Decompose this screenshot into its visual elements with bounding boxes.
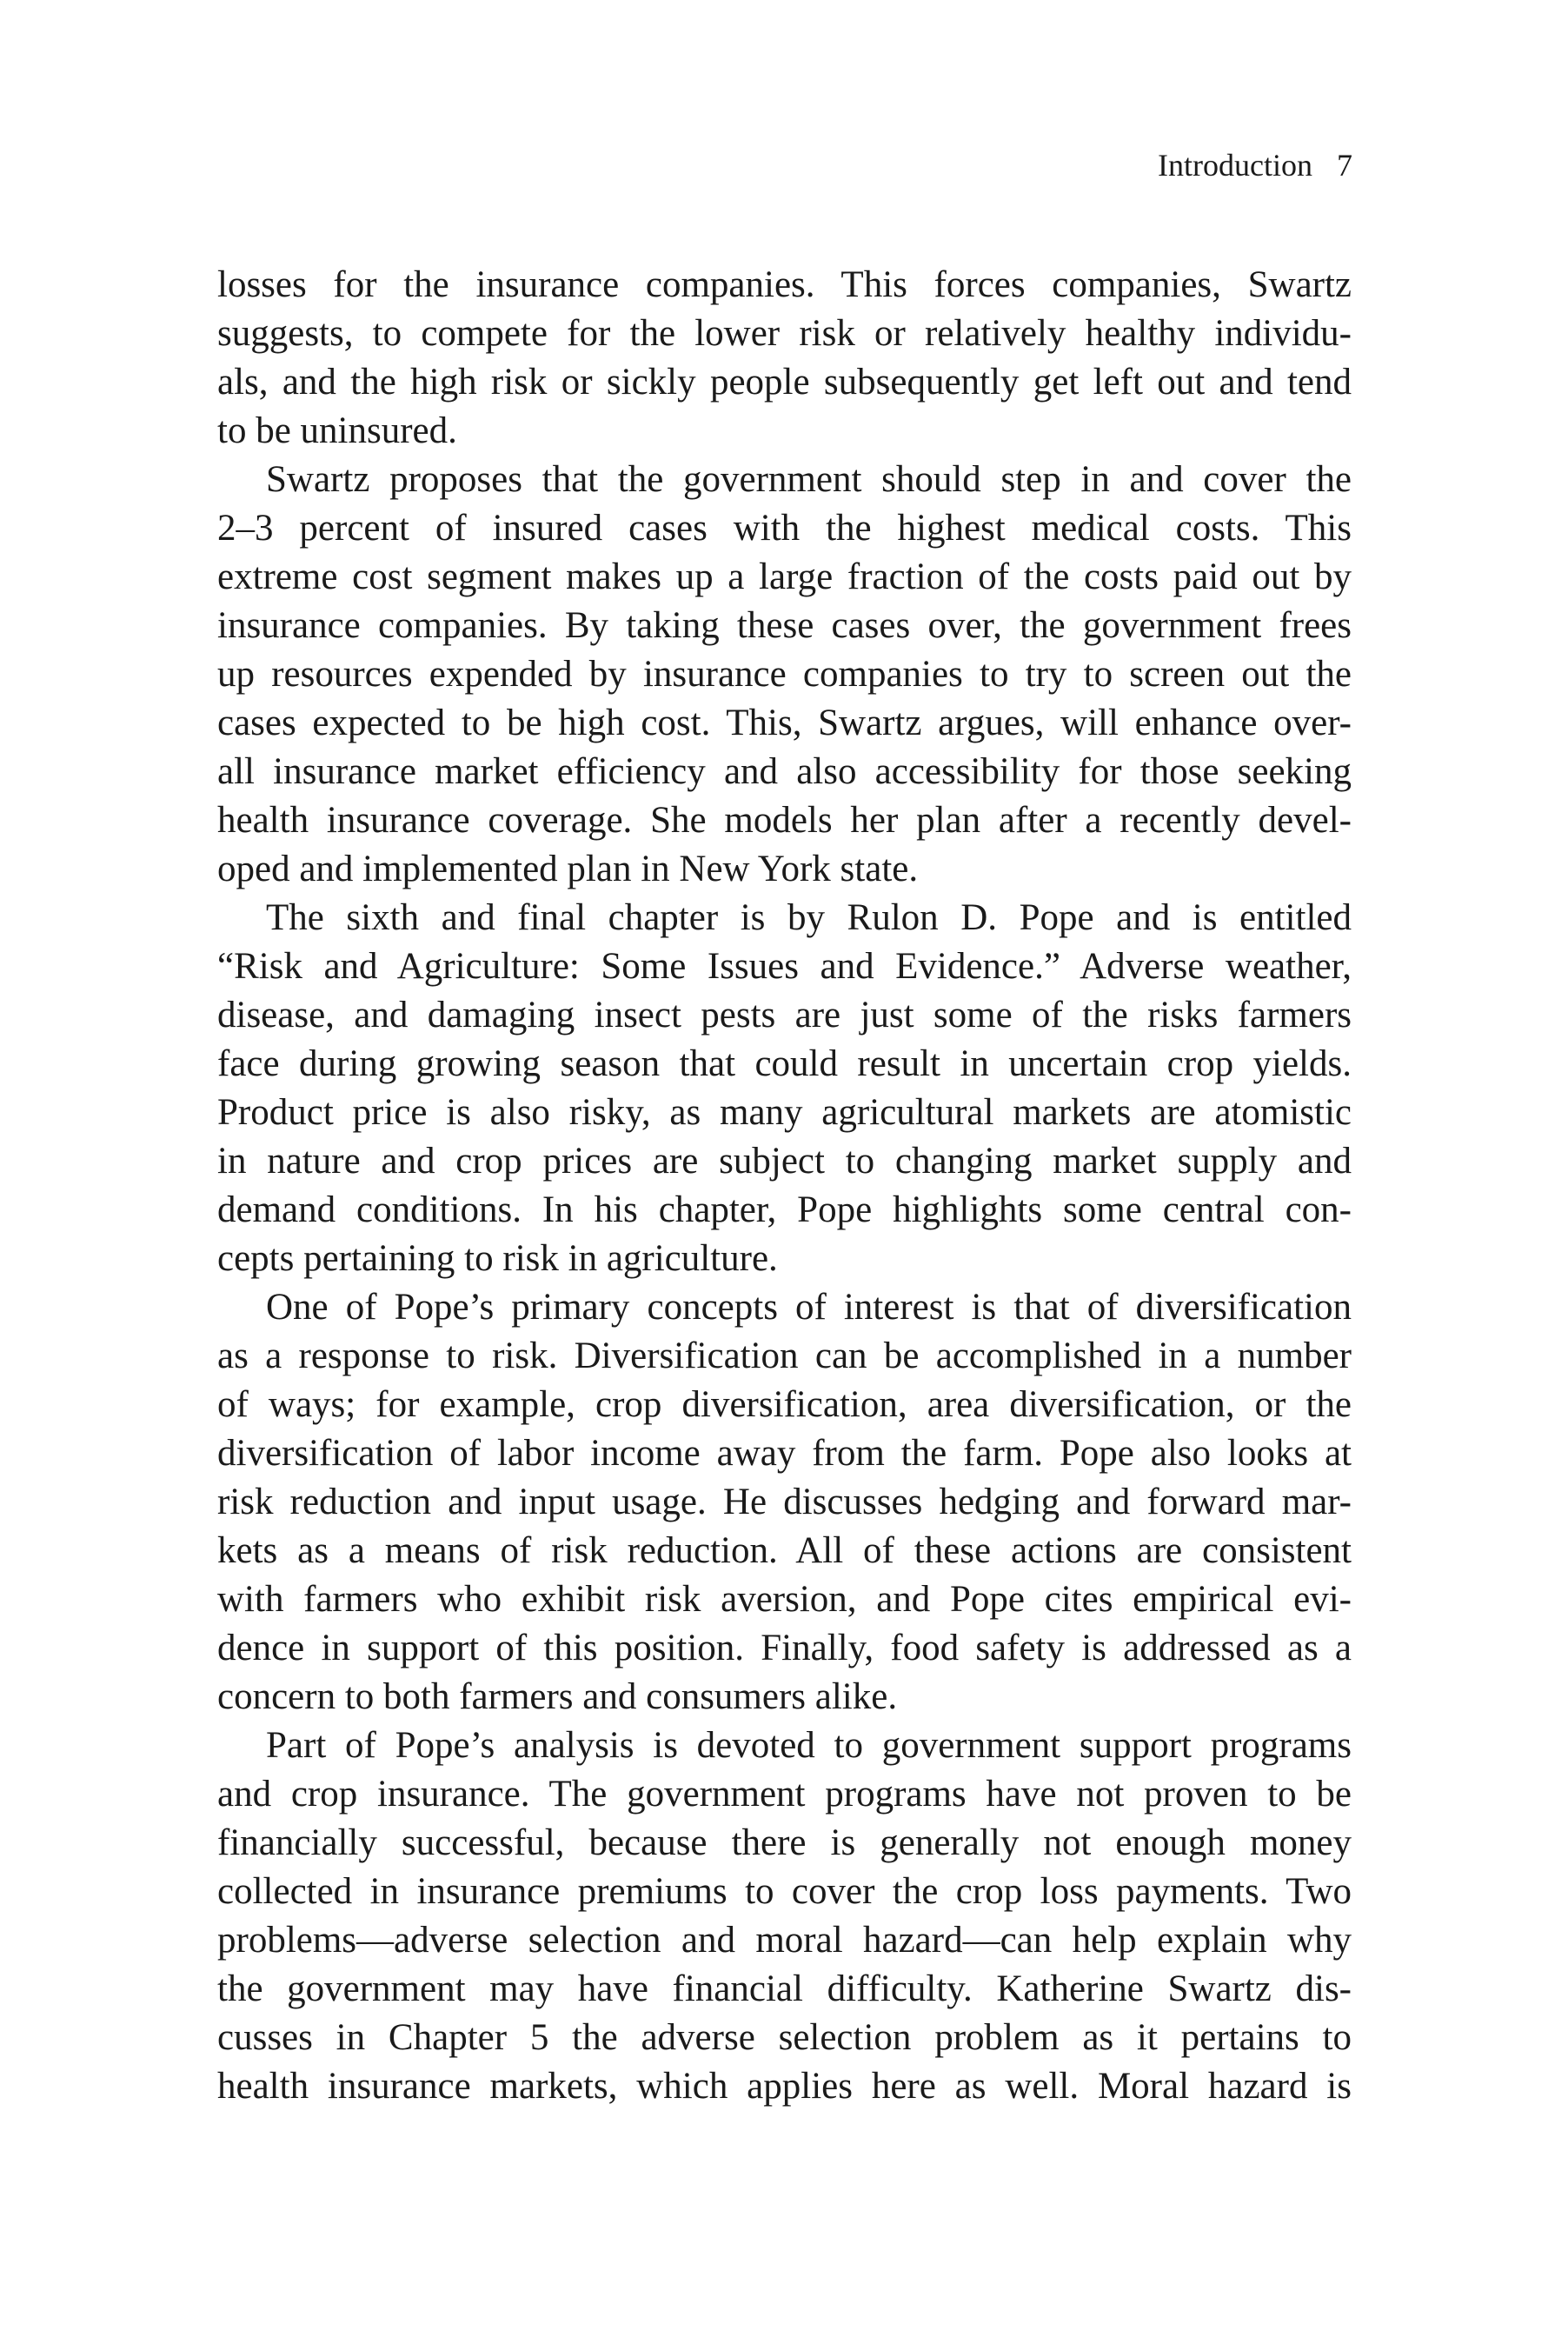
text-line: “Risk and Agriculture: Some Issues and Evidence.” Adverse weather, [217, 946, 1352, 987]
running-header [1158, 150, 1352, 181]
text-line: risk reduction and input usage. He discusses hedging and forward mar- [217, 1482, 1352, 1522]
text-line: concern to both farmers and consumers alike. [217, 1676, 898, 1717]
text-line: kets as a means of risk reduction. All of these actions are consistent [217, 1530, 1352, 1571]
text-line: health insurance markets, which applies here as well. Moral hazard is [217, 2066, 1352, 2107]
text-line: oped and implemented plan in New York state. [217, 849, 919, 889]
text-line: losses for the insurance companies. This forces companies, Swartz [217, 264, 1352, 305]
text-line: Swartz proposes that the government should step in and cover the [266, 459, 1352, 500]
text-line: als, and the high risk or sickly people subsequently get left out and tend [217, 362, 1352, 403]
text-line: face during growing season that could result in uncertain crop yields. [217, 1043, 1352, 1084]
paragraph [217, 456, 1352, 894]
text-line: dence in support of this position. Finally, food safety is addressed as a [217, 1628, 1352, 1668]
text-line: Product price is also risky, as many agricultural markets are atomistic [217, 1092, 1352, 1133]
text-line: The sixth and final chapter is by Rulon D. Pope and is entitled [266, 897, 1352, 938]
text-line: diversification of labor income away from the farm. Pope also looks at [217, 1433, 1352, 1474]
body-text [217, 261, 1352, 2111]
text-line: insurance companies. By taking these cases over, the government frees [217, 605, 1352, 646]
paragraph [217, 894, 1352, 1283]
text-line: to be uninsured. [217, 410, 457, 451]
text-line: and crop insurance. The government programs have not proven to be [217, 1774, 1352, 1815]
text-line: suggests, to compete for the lower risk or relatively healthy individu- [217, 313, 1352, 354]
text-line: all insurance market efficiency and also accessibility for those seeking [217, 751, 1352, 792]
paragraph [217, 1283, 1352, 1722]
text-line: in nature and crop prices are subject to changing market supply and [217, 1141, 1352, 1182]
text-line: financially successful, because there is generally not enough money [217, 1822, 1352, 1863]
text-line: with farmers who exhibit risk aversion, and Pope cites empirical evi- [217, 1579, 1352, 1620]
page-number: 7 [1337, 148, 1352, 183]
text-line: cases expected to be high cost. This, Swartz argues, will enhance over- [217, 703, 1352, 743]
text-line: demand conditions. In his chapter, Pope highlights some central con- [217, 1189, 1352, 1230]
text-line: up resources expended by insurance companies to try to screen out the [217, 654, 1352, 695]
paragraph [217, 261, 1352, 456]
running-title: Introduction [1158, 148, 1312, 183]
paragraph [217, 1722, 1352, 2111]
text-line: problems—adverse selection and moral hazard—can help explain why [217, 1920, 1352, 1961]
text-line: the government may have financial difficulty. Katherine Swartz dis- [217, 1968, 1352, 2009]
text-line: Part of Pope’s analysis is devoted to government support programs [266, 1725, 1352, 1766]
text-line: extreme cost segment makes up a large fraction of the costs paid out by [217, 556, 1352, 597]
text-line: One of Pope’s primary concepts of interest is that of diversification [266, 1287, 1352, 1328]
text-line: collected in insurance premiums to cover the crop loss payments. Two [217, 1871, 1352, 1912]
text-line: disease, and damaging insect pests are just some of the risks farmers [217, 995, 1352, 1036]
text-line: 2–3 percent of insured cases with the highest medical costs. This [217, 508, 1352, 549]
text-line: of ways; for example, crop diversification, area diversification, or the [217, 1384, 1352, 1425]
text-line: cusses in Chapter 5 the adverse selection problem as it pertains to [217, 2017, 1352, 2058]
text-line: as a response to risk. Diversification can be accomplished in a number [217, 1335, 1352, 1376]
text-line: cepts pertaining to risk in agriculture. [217, 1238, 778, 1279]
text-line: health insurance coverage. She models her plan after a recently devel- [217, 800, 1352, 841]
